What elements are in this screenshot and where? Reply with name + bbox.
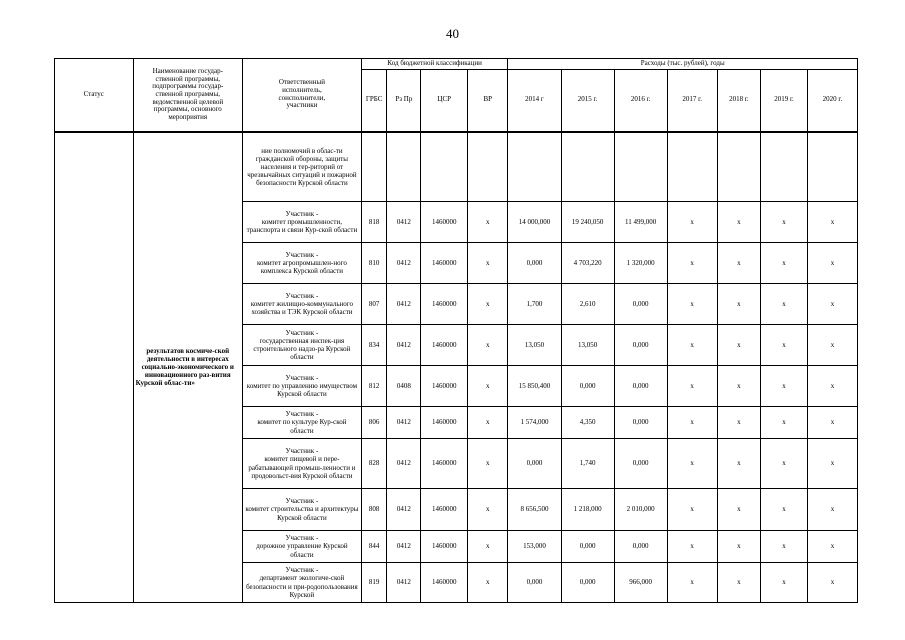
grbs-cell: 844 [361,531,386,563]
header-code-rzpr: Рз Пр [387,70,421,132]
expense-2015-cell: 1 218,000 [561,489,614,531]
expense-2016-cell: 0,000 [614,366,667,407]
expense-2016-cell: 11 499,000 [614,202,667,243]
responsible-cell: ние полномочий в облас-ти гражданской обороны, защиты населения и тер-риторий от чрезвычайных ситуаций и пожарной безопасности Курской области [242,132,361,202]
grbs-cell: 812 [361,366,386,407]
rzpr-cell: 0408 [387,366,421,407]
header-code-vr: ВР [468,70,508,132]
empty-cell [421,132,468,202]
empty-cell [387,132,421,202]
expense-2017-cell: х [667,407,717,439]
program-name-cell: результатов космиче-ской деятельности в интересах социально-экономического и инновационного раз-вития Курской облас-ти» [133,132,242,603]
expenses-table [54,58,858,603]
grbs-cell: 808 [361,489,386,531]
expense-2018-cell: х [717,439,761,489]
csr-cell: 1460000 [421,243,468,284]
empty-cell [807,132,857,202]
empty-cell [468,132,508,202]
empty-cell [667,132,717,202]
expense-2015-cell: 0,000 [561,531,614,563]
expense-2014-cell: 8 656,500 [508,489,561,531]
expense-2014-cell: 0,000 [508,439,561,489]
header-year-2016: 2016 г. [614,70,667,132]
expense-2017-cell: х [667,489,717,531]
expense-2014-cell: 1 574,000 [508,407,561,439]
vr-cell: х [468,284,508,325]
expense-2019-cell: х [761,284,808,325]
rzpr-cell: 0412 [387,202,421,243]
participant-cell: Участник - дорожное управление Курской области [242,531,361,563]
expense-2020-cell: х [807,366,857,407]
expense-2019-cell: х [761,366,808,407]
expense-2014-cell: 153,000 [508,531,561,563]
expense-2015-cell: 19 240,050 [561,202,614,243]
expense-2020-cell: х [807,407,857,439]
expense-2014-cell: 15 850,400 [508,366,561,407]
expense-2017-cell: х [667,243,717,284]
expense-2015-cell: 0,000 [561,563,614,603]
participant-cell: Участник - комитет промышленности, транспорта и связи Кур-ской области [242,202,361,243]
vr-cell: х [468,439,508,489]
header-responsible: Ответственный исполнитель, соисполнители, участники [242,59,361,132]
header-budget-code: Код бюджетной классификации [361,59,508,70]
header-expenses: Расходы (тыс. рублей), годы [508,59,858,70]
header-code-grbs: ГРБС [361,70,386,132]
expense-2016-cell: 2 010,000 [614,489,667,531]
expense-2017-cell: х [667,284,717,325]
expense-2017-cell: х [667,202,717,243]
rzpr-cell: 0412 [387,243,421,284]
expense-2015-cell: 4 703,220 [561,243,614,284]
participant-cell: Участник - департамент экологиче-ской безопасности и при-родопользования Курской [242,563,361,603]
grbs-cell: 806 [361,407,386,439]
header-year-2018: 2018 г. [717,70,761,132]
grbs-cell: 819 [361,563,386,603]
expense-2017-cell: х [667,531,717,563]
empty-cell [361,132,386,202]
expense-2020-cell: х [807,243,857,284]
expense-2018-cell: х [717,243,761,284]
expense-2016-cell: 966,000 [614,563,667,603]
expense-2019-cell: х [761,439,808,489]
csr-cell: 1460000 [421,407,468,439]
expense-2020-cell: х [807,531,857,563]
header-year-2014: 2014 г [508,70,561,132]
vr-cell: х [468,407,508,439]
expense-2018-cell: х [717,407,761,439]
csr-cell: 1460000 [421,325,468,366]
rzpr-cell: 0412 [387,439,421,489]
expense-2015-cell: 13,050 [561,325,614,366]
csr-cell: 1460000 [421,202,468,243]
csr-cell: 1460000 [421,284,468,325]
expense-2017-cell: х [667,366,717,407]
expense-2016-cell: 0,000 [614,284,667,325]
grbs-cell: 807 [361,284,386,325]
participant-cell: Участник - комитет агропромышлен-ного комплекса Курской области [242,243,361,284]
expense-2018-cell: х [717,531,761,563]
header-code-csr: ЦСР [421,70,468,132]
expense-2019-cell: х [761,407,808,439]
expense-2020-cell: х [807,284,857,325]
vr-cell: х [468,325,508,366]
vr-cell: х [468,531,508,563]
participant-cell: Участник - государственная инспек-ция строительного надзо-ра Курской области [242,325,361,366]
expense-2020-cell: х [807,489,857,531]
expense-2017-cell: х [667,439,717,489]
expense-2018-cell: х [717,563,761,603]
expense-2018-cell: х [717,325,761,366]
expense-2016-cell: 0,000 [614,531,667,563]
expense-2016-cell: 0,000 [614,439,667,489]
grbs-cell: 818 [361,202,386,243]
header-program-name: Наименование государ- ственной программы, подпрограммы государ- ственной программы, ведомственной целевой программы, основного мероприятия [133,59,242,132]
header-year-2017: 2017 г. [667,70,717,132]
header-year-2019: 2019 г. [761,70,808,132]
participant-cell: Участник - комитет строительства и архитектуры Курской области [242,489,361,531]
expense-2014-cell: 14 000,000 [508,202,561,243]
header-year-2020: 2020 г. [807,70,857,132]
grbs-cell: 810 [361,243,386,284]
expense-2016-cell: 0,000 [614,407,667,439]
participant-cell: Участник - комитет по управлению имуществом Курской области [242,366,361,407]
header-year-2015: 2015 г. [561,70,614,132]
expense-2014-cell: 13,050 [508,325,561,366]
participant-cell: Участник - комитет пищевой и пере-рабатывающей промыш-ленности и продовольст-вия Курской области [242,439,361,489]
expense-2014-cell: 1,700 [508,284,561,325]
page-number: 40 [446,26,459,41]
vr-cell: х [468,202,508,243]
csr-cell: 1460000 [421,439,468,489]
expense-2019-cell: х [761,489,808,531]
header-row-1 [55,59,858,70]
expense-2020-cell: х [807,439,857,489]
csr-cell: 1460000 [421,563,468,603]
expense-2015-cell: 0,000 [561,366,614,407]
expense-2015-cell: 2,610 [561,284,614,325]
expense-2019-cell: х [761,243,808,284]
status-cell [55,132,134,603]
expense-2016-cell: 0,000 [614,325,667,366]
empty-cell [508,132,561,202]
rzpr-cell: 0412 [387,407,421,439]
table-row [55,132,858,202]
csr-cell: 1460000 [421,531,468,563]
grbs-cell: 828 [361,439,386,489]
csr-cell: 1460000 [421,366,468,407]
participant-cell: Участник - комитет жилищно-коммунального хозяйства и ТЭК Курской области [242,284,361,325]
expense-2017-cell: х [667,325,717,366]
expense-2019-cell: х [761,202,808,243]
grbs-cell: 834 [361,325,386,366]
header-status: Статус [55,59,134,132]
vr-cell: х [468,243,508,284]
expense-2018-cell: х [717,284,761,325]
vr-cell: х [468,563,508,603]
expense-2017-cell: х [667,563,717,603]
expense-2020-cell: х [807,202,857,243]
vr-cell: х [468,489,508,531]
rzpr-cell: 0412 [387,489,421,531]
expense-2019-cell: х [761,325,808,366]
expense-2015-cell: 1,740 [561,439,614,489]
rzpr-cell: 0412 [387,284,421,325]
empty-cell [717,132,761,202]
expense-2014-cell: 0,000 [508,243,561,284]
expense-2014-cell: 0,000 [508,563,561,603]
expense-2016-cell: 1 320,000 [614,243,667,284]
expense-2018-cell: х [717,202,761,243]
rzpr-cell: 0412 [387,531,421,563]
expense-2018-cell: х [717,489,761,531]
empty-cell [561,132,614,202]
participant-cell: Участник - комитет по культуре Кур-ской области [242,407,361,439]
empty-cell [614,132,667,202]
expense-2015-cell: 4,350 [561,407,614,439]
expense-2020-cell: х [807,563,857,603]
expense-2020-cell: х [807,325,857,366]
empty-cell [761,132,808,202]
expense-2018-cell: х [717,366,761,407]
expense-2019-cell: х [761,563,808,603]
csr-cell: 1460000 [421,489,468,531]
rzpr-cell: 0412 [387,563,421,603]
expense-2019-cell: х [761,531,808,563]
rzpr-cell: 0412 [387,325,421,366]
vr-cell: х [468,366,508,407]
